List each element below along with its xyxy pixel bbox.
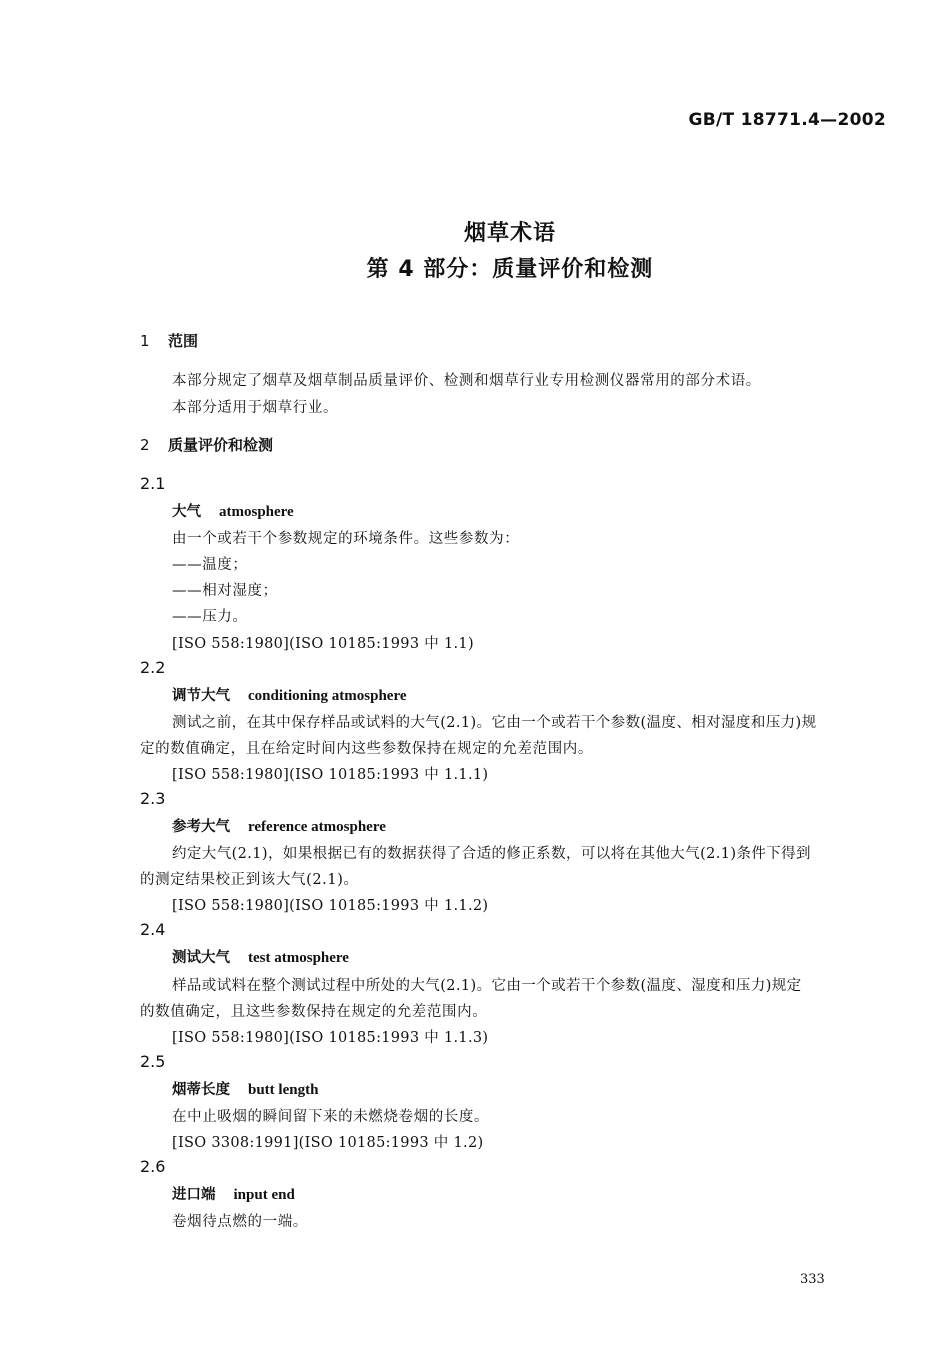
entry-number: 2.2 (140, 658, 166, 677)
entry-definition: 在中止吸烟的瞬间留下来的未燃烧卷烟的长度。 (172, 1109, 490, 1125)
term-english: atmosphere (219, 504, 294, 520)
entry-term (172, 684, 407, 705)
term-english: reference atmosphere (248, 819, 386, 835)
entry-number: 2.5 (140, 1052, 166, 1071)
entry-definition-continued: 的数值确定，且这些参数保持在规定的允差范围内。 (140, 1004, 488, 1020)
term-chinese: 进口端 (172, 1187, 216, 1203)
entry-definition-continued: 的测定结果校正到该大气(2.1)。 (140, 872, 359, 888)
section-heading-scope (140, 330, 198, 351)
term-chinese: 测试大气 (172, 950, 230, 966)
entry-term (172, 1078, 318, 1099)
entry-definition: 由一个或若干个参数规定的环境条件。这些参数为： (172, 531, 520, 547)
entry-number: 2.1 (140, 474, 166, 493)
section-title: 质量评价和检测 (168, 436, 274, 454)
term-chinese: 调节大气 (172, 688, 230, 704)
entry-number: 2.3 (140, 789, 166, 808)
page-number: 333 (800, 1272, 825, 1287)
term-english: test atmosphere (248, 950, 349, 966)
entry-term (172, 1183, 295, 1204)
section-number: 2 (140, 436, 150, 454)
entry-definition-continued: 定的数值确定，且在给定时间内这些参数保持在规定的允差范围内。 (140, 741, 593, 757)
term-chinese: 参考大气 (172, 819, 230, 835)
term-chinese: 烟蒂长度 (172, 1082, 230, 1098)
entry-definition: 样品或试料在整个测试过程中所处的大气(2.1)。它由一个或若干个参数(温度、湿度和压力)规定 (172, 978, 802, 994)
section-title: 范围 (168, 332, 199, 350)
entry-term (172, 815, 386, 836)
entry-number: 2.6 (140, 1157, 166, 1176)
list-item: ——温度； (172, 557, 248, 573)
entry-reference: [ISO 3308:1991](ISO 10185:1993 中 1.2) (172, 1135, 484, 1151)
section-number: 1 (140, 332, 150, 350)
scope-paragraph: 本部分规定了烟草及烟草制品质量评价、检测和烟草行业专用检测仪器常用的部分术语。 (172, 373, 761, 389)
list-item: ——相对湿度； (172, 583, 278, 599)
entry-term (172, 500, 294, 521)
term-english: input end (233, 1187, 295, 1203)
entry-term (172, 946, 349, 967)
standard-number: GB/T 18771.4—2002 (688, 110, 886, 130)
section-heading-quality (140, 434, 273, 455)
scope-paragraph: 本部分适用于烟草行业。 (172, 400, 339, 416)
entry-definition: 测试之前，在其中保存样品或试料的大气(2.1)。它由一个或若干个参数(温度、相对湿度和压力)规 (172, 715, 817, 731)
entry-reference: [ISO 558:1980](ISO 10185:1993 中 1.1.3) (172, 1030, 489, 1046)
entry-definition: 约定大气(2.1)，如果根据已有的数据获得了合适的修正系数，可以将在其他大气(2.1)条件下得到 (172, 846, 811, 862)
entry-reference: [ISO 558:1980](ISO 10185:1993 中 1.1) (172, 636, 474, 652)
document-title: 烟草术语 (463, 221, 556, 246)
list-item: ——压力。 (172, 609, 248, 625)
term-chinese: 大气 (172, 504, 201, 520)
entry-reference: [ISO 558:1980](ISO 10185:1993 中 1.1.2) (172, 898, 489, 914)
document-subtitle: 第 4 部分：质量评价和检测 (366, 257, 654, 282)
entry-reference: [ISO 558:1980](ISO 10185:1993 中 1.1.1) (172, 767, 489, 783)
entry-number: 2.4 (140, 920, 166, 939)
term-english: conditioning atmosphere (248, 688, 407, 704)
entry-definition: 卷烟待点燃的一端。 (172, 1214, 308, 1230)
term-english: butt length (248, 1082, 319, 1098)
